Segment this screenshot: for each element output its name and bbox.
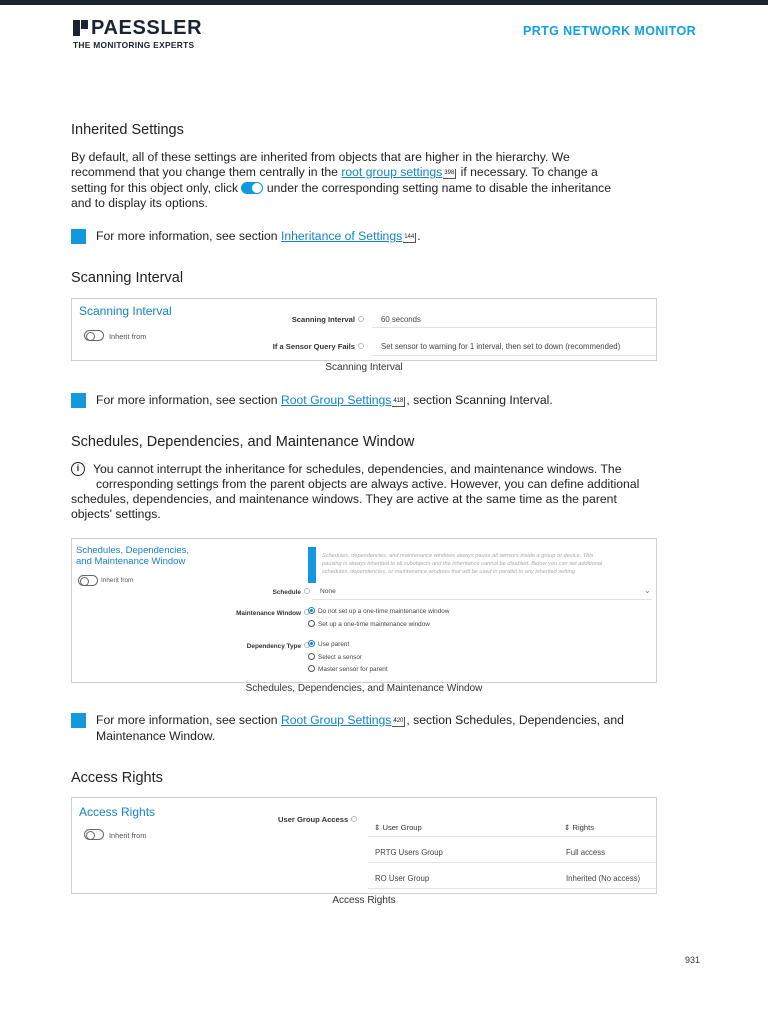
user-group-access-label: User Group Access [278,815,357,824]
schedule-label: Schedule [273,588,310,596]
row-group: PRTG Users Group [375,848,443,857]
schedules-screenshot [71,538,657,683]
divider [368,836,656,837]
inherit-label: Inherit from [109,831,147,840]
col-user-group[interactable]: ⇕ User Group [374,823,422,832]
page-ref[interactable]: 420 [392,717,405,727]
schedules-info: i You cannot interrupt the inheritance for schedules, dependencies, and maintenance windows. The corresponding settings from the parent objects are always active. However, you can define additional schedules, dependencies, and maintenance windows. They are active at the same time as the parent objects' settings. [71,462,671,522]
row-group: RO User Group [375,874,430,883]
radio-icon[interactable] [308,620,315,627]
sort-icon[interactable]: ⇕ [374,823,383,832]
divider [372,355,656,356]
divider [368,888,656,889]
note-icon [71,393,86,408]
page-number: 931 [684,955,700,965]
scanning-interval-label: Scanning Interval [292,315,364,324]
logo-name: PAESSLER [91,17,203,39]
divider [368,862,656,863]
root-group-settings-link[interactable]: Root Group Settings [280,713,392,727]
toggle-icon [241,182,263,194]
schedule-select[interactable]: None [320,588,336,595]
heading-scanning-interval: Scanning Interval [71,270,184,286]
help-icon[interactable] [358,316,364,322]
divider [312,599,652,600]
note-icon [71,713,86,728]
row-rights[interactable]: Inherited (No access) [566,874,641,883]
inherit-label: Inherit from [109,332,147,341]
note-schedules: For more information, see section Root Group Settings 420 , section Schedules, Dependencies, and Maintenance Window. [71,713,671,744]
help-icon[interactable] [304,588,310,594]
info-line-4: objects' settings. [71,507,161,521]
divider [372,327,656,328]
radio-icon[interactable] [308,653,315,660]
dep-option-1[interactable]: Use parent [308,641,349,648]
dep-option-2[interactable]: Select a sensor [308,654,362,661]
info-line-3: schedules, dependencies, and maintenance windows. They are active at the same time as the parent [71,492,617,506]
dep-option-3[interactable]: Master sensor for parent [308,666,388,673]
paessler-logo [73,19,202,50]
row-rights[interactable]: Full access [566,848,605,857]
inherited-line-2: recommend that you change them centrally in the root group settings 398 if necessary. To change a [71,165,598,179]
page-ref[interactable]: 398 [443,169,456,179]
inherited-line-3: setting for this object only, click under the corresponding setting name to disable the inheritance [71,181,612,195]
inherited-line-1: By default, all of these settings are inherited from objects that are higher in the hierarchy. We [71,150,570,164]
help-icon[interactable] [358,343,364,349]
col-rights[interactable]: ⇕ Rights [564,823,595,832]
info-icon: i [71,462,85,476]
root-group-settings-link[interactable]: root group settings [341,165,443,179]
notice-text: Schedules, dependencies, and maintenance windows always pause all sensors inside a group or device. This pausing is always inherited to all subobjects and the inheritance cannot be disabled. Below you can set additional schedules, dependencies, or maintenance windows that will be used in parallel to any inherited setting. [322,553,603,575]
mw-option-2[interactable]: Set up a one-time maintenance window [308,621,430,628]
logo-tagline: THE MONITORING EXPERTS [73,40,195,50]
note-icon [71,229,86,244]
scanning-interval-value[interactable]: 60 seconds [381,315,421,324]
inherit-toggle[interactable] [84,829,104,840]
caption-access-rights: Access Rights [332,895,396,906]
top-bar [0,0,768,5]
inheritance-of-settings-link[interactable]: Inheritance of Settings [280,229,403,243]
dependency-type-label: Dependency Type [247,642,310,650]
help-icon[interactable] [351,816,357,822]
inherit-toggle[interactable] [78,575,98,586]
inherit-label: Inherit from [101,577,134,584]
note-scanning: For more information, see section Root Group Settings 418 , section Scanning Interval. [71,393,553,409]
note-line-2: Maintenance Window. [96,729,216,743]
radio-icon[interactable] [308,607,315,614]
heading-access-rights: Access Rights [71,770,163,786]
inherit-toggle[interactable] [84,330,104,341]
note-inheritance: For more information, see section Inheritance of Settings 144 . [71,229,421,245]
sensor-query-fails-value[interactable]: Set sensor to warning for 1 interval, then set to down (recommended) [381,342,621,351]
product-name: PRTG NETWORK MONITOR [522,24,696,38]
panel-title: Access Rights [79,805,156,819]
inherited-line-4: and to display its options. [71,196,208,210]
page-ref[interactable]: 418 [392,397,405,407]
mw-option-1[interactable]: Do not set up a one-time maintenance window [308,608,449,615]
heading-inherited-settings: Inherited Settings [71,122,184,138]
inherited-paragraph [71,150,671,211]
caption-scanning-interval: Scanning Interval [325,362,403,373]
heading-schedules: Schedules, Dependencies, and Maintenance Window [71,434,415,450]
root-group-settings-link[interactable]: Root Group Settings [280,393,392,407]
panel-title: Scanning Interval [79,304,172,318]
info-line-2: corresponding settings from the parent objects are always active. However, you can define additional [96,477,640,491]
notice-bar [308,547,316,583]
sort-icon[interactable]: ⇕ [564,823,573,832]
chevron-down-icon[interactable]: ⌄ [644,586,651,595]
radio-icon[interactable] [308,640,315,647]
scanning-interval-screenshot [71,298,657,361]
radio-icon[interactable] [308,665,315,672]
paessler-logo-icon [73,20,88,36]
sensor-query-fails-label: If a Sensor Query Fails [273,342,364,351]
page-ref[interactable]: 144 [403,233,416,243]
caption-schedules: Schedules, Dependencies, and Maintenance Window [245,683,483,694]
access-rights-screenshot [71,797,657,894]
maintenance-window-label: Maintenance Window [236,609,310,617]
panel-title: Schedules, Dependencies, and Maintenance Window [76,545,190,567]
